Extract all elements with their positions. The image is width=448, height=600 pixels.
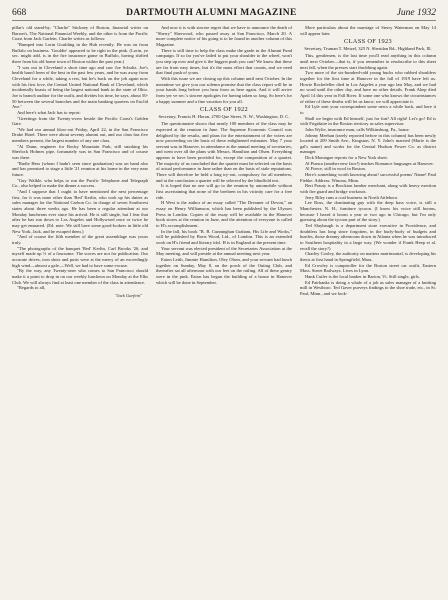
paragraph: "Rudie Hess (whom I hadn't seen since graduation) was on hand also and has promised to stage a little '21 reunion at his home in the very near future. — [12, 160, 148, 178]
paragraph: The questionnaire shows that nearly 100 members of the class may be expected at the reunion in June. The Supreme Economic Council was delighted by the results, and plans for the entertainment of the voters are now proceeding on the basis of these enlightened estimates. May 7 your servant was in Hanover, in attendance at the annual meeting of secretaries, and went over all the plans with Messrs. Hamilton and Olsen. Everything appears to have been provided for, except the composition of a quartet. The majority of us concluded that the quartet must be selected on the basis of actual performance in June rather than on the basis of stale reputations. There will therefore be held a long try-out, compulsory for all members, and at the conclusion a quartet will be selected by the blindfold test. — [156, 121, 292, 183]
paragraph: Al Fierce, still in wool in Boston. — [305, 166, 366, 172]
paragraph: Hank Cutler is the local banker in Barton, Vt. Still single, girls. — [305, 273, 420, 279]
column-right — [300, 25, 436, 299]
magazine-title: DARTMOUTH ALUMNI MAGAZINE — [126, 8, 297, 18]
paragraph: "Bumped into Lorin Goulding in the Hub recently. He was on from Buffalo on business. 'Gouldie' appeared to be right in the pink. (Lorin, ye sec. might add, is in the fire insurance game in Buffalo, having shifted there from his old home town of Boston within the past year.) — [12, 41, 148, 64]
paragraph: Johnny Meehan (rarely reported before in this column) has been newly located at 209 Smith Ave., Kingston, N. Y. John's married (Marie is the gal's name) and works for the Central Hudson Power Co. as district manager. — [300, 132, 436, 155]
paragraph: Ed Fairbanks is doing a whale of a job as sales manager of a knitting mill in Westboro. Ted Gaver purveys findings to the shoe trade, etc., in St. Paul, Minn., and we look- — [300, 279, 436, 296]
paragraph: And here's what Jack has to report: — [17, 109, 81, 115]
paragraph: "Guy Walkle, who helps to run the Pacific Telephone and Telegraph Co., also helped to make the dinner a success. — [12, 177, 148, 189]
secretary-line: Secretary, Truman T. Metzel, 325 N. Sheridan Rd., Highland Park, Ill. — [304, 46, 432, 52]
paragraph: "Regards to all, — [17, 285, 46, 291]
paragraph: "Al Dunn, engineer for Rocky Mountain Park, still smoking his Sherlock Holmes pipe, fortunately was in San Francisco and of course was there. — [12, 143, 148, 161]
paragraph: Ed Crowley is comptroller for the Boston street car outfit, Eastern Mass. Street Railways. Lives in Lynn. — [300, 262, 436, 274]
paragraph: This, gentlemen, is the last time you'll read anything in this column until next October—that is, if you remember to resubscribe to this sheet next fall, when the presses start throbbing again. — [300, 53, 436, 70]
paragraph: Two more of the six-hundred-odd young bucks who rubbed shoulders together for the first time at Hanover in the fall of 1919 have left us. Howie Rockefeller died in Los Angeles a year ago last May, and we had no word until the other day, and have no other details. Frank Ahep died April 14 this year in Fall River. If some one who knows the circumstances of either of these deaths will let us know, we will appreciate it. — [300, 70, 436, 104]
paragraph: "We had our annual blow-out Friday, April 22, in the San Francisco Drake Hotel. There were about seventy alumni out, and our class has five members present, the largest number of any one class. — [12, 126, 148, 144]
paragraph: More particulars about the marriage of Sterry Waterman on May 14 will appear later. — [300, 25, 436, 36]
paragraph: "The photographs of the banquet 'Red' Kerlin, Carl Brooks '26, and myself made up ⅓ of a foursome. The scores are not for publication. Our accurate drives, iron shots and putts were at the mercy of an exceedingly high wind—almost a gale.—Well, we had to have some excuse. — [12, 245, 148, 268]
paragraph: John Wylie, insurance man, calls Wilkinsburg, Pa., home. — [305, 126, 410, 132]
page-number: 668 — [12, 8, 27, 18]
paragraph: Here's something worth knowing about! successful poems' Name! Paul Fiebke. Address: Winona, Minn. — [300, 172, 436, 183]
column-left — [12, 25, 148, 299]
paragraph: pillar's old stand-by, "Charlie" Stickney of Boston, financial writer on Barron's, The National Financial Weekly, and the other is from the Pacific Coast from Jack Garfein. Charlie writes as follows: — [12, 25, 148, 42]
paragraph: "Greetings from the Twenty-overs beside the Pacific Coast's Golden Gate. — [12, 115, 148, 127]
secretary-line: Secretary, Francis H. Horan, 2700 Que Street, N. W., Washington, D. C. — [158, 114, 290, 120]
paragraph: Al Pianca (another new face!) teaches Romance languages at Hanover. — [305, 160, 434, 166]
text-columns — [12, 25, 436, 299]
paragraph: "By the way, any Twenty-oner who comes to San Francisco should make it a point to drop in on our weekly luncheon on Monday at the Elks Club. We will always find at least one member of the class in attendance. — [12, 268, 148, 285]
paragraph: With this issue we are closing up this column until next October. In the meantime we give you our solemn promise that the class report will be in your hands long before you hear from us here again. And it will arrive from yer ve sec.'s sincere apologies for having taken so long. So here's for a happy summer and a fine vacation for you all. — [156, 75, 292, 104]
paragraph: Shall we begin with Ed himself, just for fun? All right! Let's go! Ed is with Frigidaire in the Boston territory as sales supervisor. — [300, 115, 436, 127]
paragraph: H West is the author of an essay called "The Dreamer of Devon," an essay on Henry Williamson, which has been published by the Ulysses Press in London. Copies of the essay will be available in the Hanover book stores at the reunion in June, and the attention of everyone is called to H's accomplishment. — [156, 200, 292, 228]
paragraph: Ed Lyle sent your correspondent some news a while back, and here it is: — [300, 104, 436, 115]
issue-date: June 1932 — [396, 8, 436, 18]
paragraph: Bert Prauty is a Brockton lumber merchant, along with heavy exertion with fire guard and bridge workouts. — [300, 183, 436, 195]
paragraph: Lee Ross, the dominating guy with the deep bass voice, is still a Manchester, N. H., furniture tycoon. (I know his voice still booms, because I heard it boom a year or two ago in Chicago, but I'm only guessing about the tycoon part of the story.) — [300, 200, 436, 223]
paragraph: Charley Cooley, the authority on matters matrimonial, is developing his thesis at first hand in Springfield, Mass. — [300, 251, 436, 262]
letter-signature: "Jack Garfein" — [114, 292, 142, 298]
paragraph: Ted Slaybaugh is a department store executive in Providence, and doubtless has long since forgotten, in the hurly-burly of budgets and hustles, those dreamy afternoons down in Atlanta when he was introduced to Southern hospitality in a large way. (We wonder if Frank Heep et al. recall the story?) — [300, 223, 436, 251]
column-middle — [156, 25, 292, 299]
section-heading-1922: CLASS OF 1922 — [200, 106, 248, 114]
paragraph: In the fall, his book "R. B. Cunninghan Graham, His Life and Works," will be published by Boris Wood, Ltd., of London. This is an extended work on H's friend and literary idol. H is in England at the present time. — [156, 228, 292, 245]
paragraph: "I was out in Cleveland a short time ago and saw Joe Schultz. Joe's health hasn't been of the best in the past few years, and he was away from Cleveland for a while, taking a rest, but he's back on the job again now with his first love, the Central United National Bank of Cleveland, which incidentally boasts of being the largest national bank in the state of Ohio. Joe is branch auditor for the outfit, and divides his time, he says, about 50-50 between the several branches and the main banking quarters on Euclid Ave." — [12, 64, 148, 110]
paragraph: And now it is with sincere regret that we have to announce the death of "Sherry" Sherwood, who passed away at San Francisco, March 20. A more complete notice of his going is to be found in another column of this Magazine. — [156, 25, 292, 47]
paragraph: Your servant was elected president of the Secretaries Association at the May meeting, and will preside at the annual meeting next year. — [156, 245, 292, 257]
paragraph: "And I suppose that I ought to have mentioned the next percentage first, for it was none other than 'Red' Kerlin, who took up his duties as sales manager for the National Carbon Co. in charge of seven Southwest states about three weeks ago. He has been a regular attendant at our Monday luncheons ever since his arrival. He is still single, but I fear that after he has run down to Los Angeles and Hollywood once or twice he may get ensnared. (Ed. note. We still have some good-lookers in little old New York, Jack, and he escaped them.) — [12, 189, 148, 234]
paragraph: It is hoped that no one will go to the reunion by automobile without first ascertaining that none of the brethren in his vicinity care for a free ride. — [156, 183, 292, 200]
paragraph: Eaton Leith, Jimmie Hamilton, Oley Olsen, and your servant had lunch together on Sunday, May 8, on the porch of the Outing Club, and thereafter sat all afternoon with our feet on the railing. All of these gentry were in the pink. Eaton has begun the building of a house in Hanover which will be done in September. — [156, 256, 292, 285]
paragraph: Dick Montague reports for a New York sheet. — [305, 155, 388, 161]
paragraph: "And of course the fifth member of the great assemblage was yours truly. — [12, 234, 148, 245]
paragraph: Jerry Riley runs a coal business in North Attleboro. — [305, 194, 399, 200]
section-heading-1923: CLASS OF 1923 — [344, 38, 392, 46]
paragraph: There is still time to help the class make the grade in the Alumni Fund campaign. If so far you've failed to put your shoulder to the wheel, won't you step up now and give it the biggest push you can? We know that these are far from easy times, but it's the mass effort that counts, and we need that final push of yours. — [156, 47, 292, 76]
page-header — [12, 6, 436, 21]
